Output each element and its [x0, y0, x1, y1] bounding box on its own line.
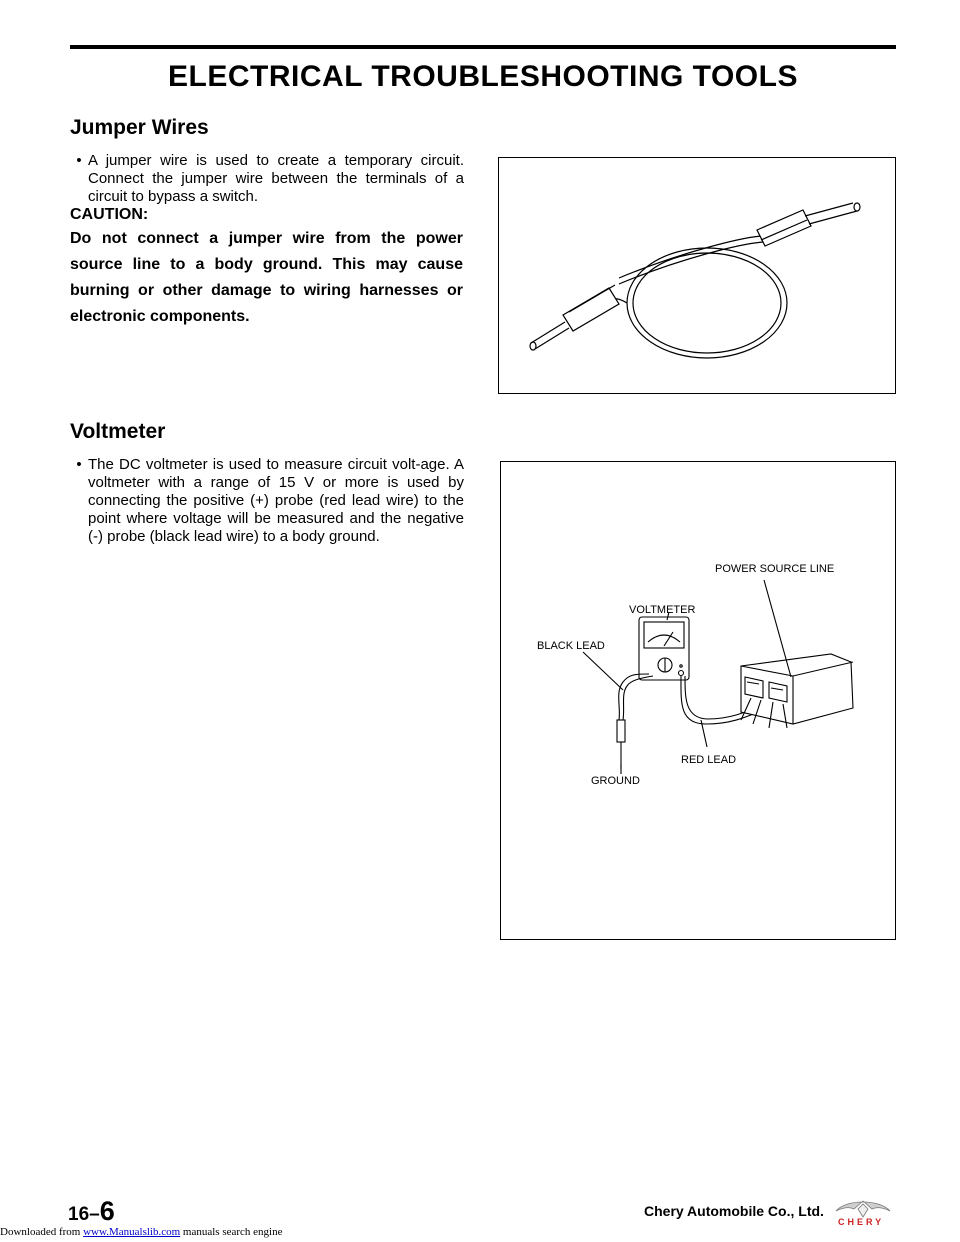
jumper-wires-heading: Jumper Wires [70, 116, 209, 139]
page-section: 16– [68, 1204, 100, 1225]
voltmeter-bullet [70, 456, 464, 546]
logo-text: CHERY [838, 1217, 885, 1227]
chery-logo [832, 1197, 894, 1232]
download-prefix: Downloaded from [0, 1226, 84, 1238]
company-name: Chery Automobile Co., Ltd. [644, 1203, 824, 1219]
black-lead-label: BLACK LEAD [537, 640, 605, 652]
top-rule [70, 45, 896, 49]
jumper-wire-figure [498, 157, 896, 394]
jumper-wire-illustration [499, 158, 895, 393]
page-title: ELECTRICAL TROUBLESHOOTING TOOLS [168, 60, 798, 93]
bullet-dot: • [76, 456, 82, 473]
jumper-bullet [70, 152, 464, 206]
red-lead-label: RED LEAD [681, 754, 737, 766]
download-line [0, 1226, 282, 1238]
ground-label: GROUND [591, 775, 640, 787]
jumper-bullet-text: A jumper wire is used to create a temporary circuit. Connect the jumper wire between the terminals of a circuit to bypass a switch. [88, 152, 464, 205]
voltmeter-figure [500, 461, 896, 940]
caution-text: Do not connect a jumper wire from the power source line to a body ground. This may cause burning or other damage to wiring harnesses or electronic components. [70, 230, 463, 325]
voltmeter-heading: Voltmeter [70, 420, 166, 443]
page-number [68, 1196, 115, 1227]
voltmeter-label: VOLTMETER [629, 604, 696, 616]
voltmeter-illustration [501, 462, 895, 939]
bullet-dot: • [76, 152, 82, 169]
page-index: 6 [99, 1196, 115, 1226]
download-suffix: manuals search engine [180, 1226, 283, 1238]
manualslib-link[interactable]: www.Manualslib.com [83, 1226, 181, 1238]
power-source-line-label: POWER SOURCE LINE [715, 563, 835, 575]
caution-label: CAUTION: [70, 206, 149, 223]
voltmeter-bullet-text: The DC voltmeter is used to measure circuit volt-age. A voltmeter with a range of 15 V or more is used by connecting the positive (+) probe (red lead wire) to the point where voltage will be measured and the negative (-) probe (black lead wire) to a body ground. [88, 456, 464, 545]
